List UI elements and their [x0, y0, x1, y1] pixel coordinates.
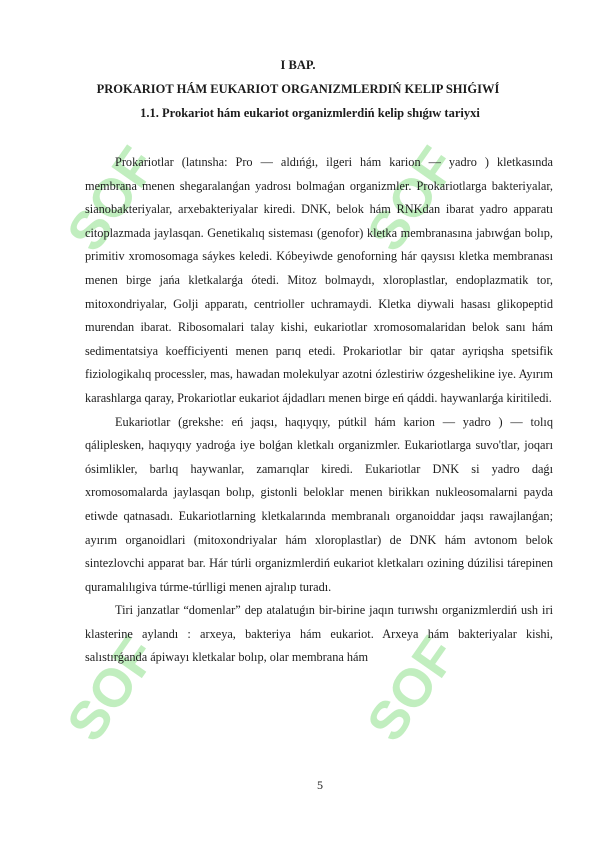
paragraph: Tiri janzatlar “domenlar” dep atalatuǵın bir-birine jaqın turıwshı organizmlerdiń ush iri klasterine aylandı : arxeya, bakteriya hám eukariot. Arxeya hám bakteriyalar kishi, salıstırǵanda ápiwayı kletkalar bolıp, olar membrana hám [85, 603, 553, 665]
section-title: 1.1. Prokariot hám eukariot organizmlerdiń kelip shıǵıw tariyxi [140, 106, 480, 120]
watermark-text: SOF [355, 626, 469, 752]
chapter-title: PROKARIOT HÁM EUKARIOT ORGANIZMLERDIŃ KELIP SHIǴIWÍ [96, 82, 500, 96]
paragraph: Eukariotlar (grekshe: eń jaqsı, haqıyqıy, pútkil hám karion — yadro ) — tolıq qáliplesken, haqıyqıy yadroǵa iye bolǵan kletkalı organizmler. Eukariotlarga suvo'tlar, joqarı ósimlikler, barlıq haywanlar, zamarıqlar kiredi. Eukariotlar DNK si yadro daǵı xromosomalarda jaylasqan bolıp, gistonli beloklar menen birikkan nukleosomalarni payda etiwde qatnasadı. Eukariotlarning kletkalarında membranalı organoiddar jaqsı rawajlanǵan; ayırım organoidlari (mitoxondriyalar hám xloroplastlar) de DNK hám avtonom belok sintezlovchi apparat bar. Hár túrli organizmlerdiń eukariot kletkaları ozining dúzilisi tárepinen quramalılıgiva túrme-túrlligi menen ajralıp turadı. [85, 414, 553, 594]
watermark-text: SOF [55, 626, 169, 752]
chapter-heading: I BAP. [280, 58, 316, 72]
page-number: 5 [317, 778, 323, 792]
document-body [85, 151, 553, 670]
watermark-text: SOF [55, 136, 169, 262]
watermark-text: SOF [355, 136, 469, 262]
paragraph: Prokariotlar (latınsha: Pro — aldıńǵı, ilgeri hám karion — yadro ) kletkasında membrana menen shegaralanǵan yadrosı bolmaǵan organizmler. Prokariotlarga bakteriyalar, sianobakteriyalar, arxebakteriyalar kiredi. DNK, belok hám RNKdan ibarat yadro apparatı citoplazmada jaylasqan. Genetikalıq sisteması (genofor) kletka membranasına jabıwǵan bolıp, primitiv xromosomaga sáykes keledi. Kóbeyiwde genoforning hár qaysısı kletka membranası menen birge jańa kletkalarǵa ótedi. Mitoz bolmaydı, xloroplastlar, endoplazmatik tor, mitoxondriyalar, Golji apparatı, centrioller uchramaydi. Kletka diywali hasası glikopeptid murendan ibarat. Ribosomalari talay kishi, eukariotlar xromosomalaridan belok sanı hám sedimentatsiya koefficiyenti menen parıq etedi. Prokariotlar bir qatar ayriqsha spetsifik fiziologikalıq processler, mas, hawadan molekulyar azotni ózlestiriw ózgeshelikine iye. Ayırım karashlarga qaray, Prokariotlar eukariot ájdadları menen birge eń qáddi. haywanlarǵa kiritiledi. [85, 155, 553, 405]
